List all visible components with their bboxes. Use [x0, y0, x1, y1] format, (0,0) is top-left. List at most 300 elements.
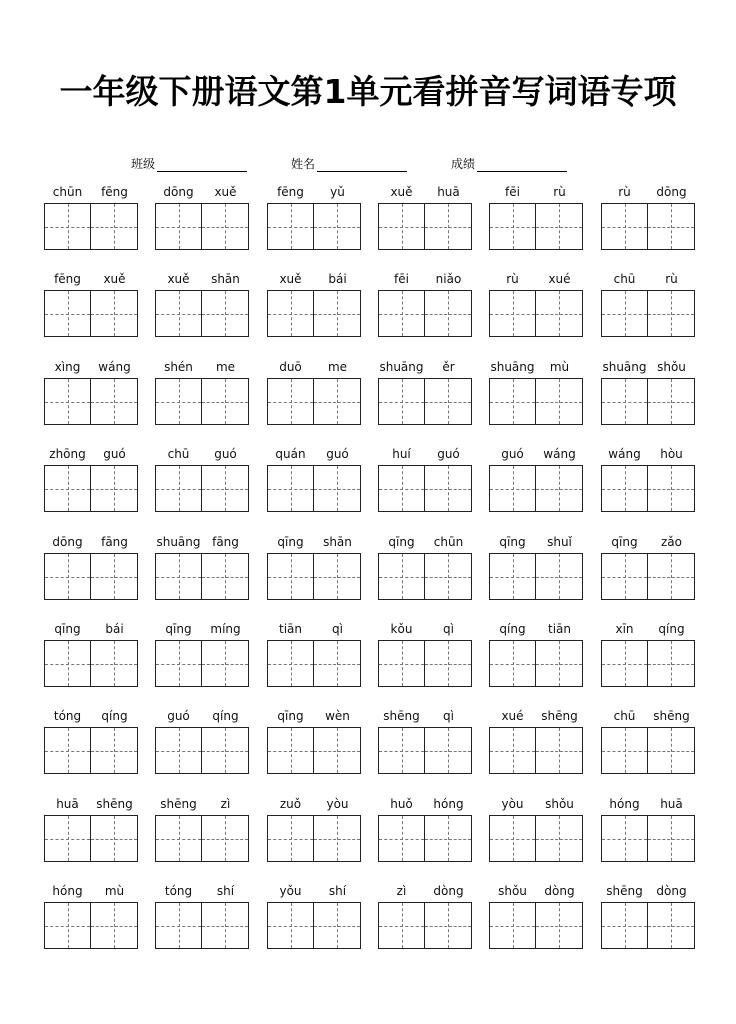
pinyin-syllable: guó	[167, 709, 190, 723]
pinyin-syllable: xīn	[615, 622, 634, 636]
writing-boxes	[378, 815, 472, 862]
writing-boxes	[378, 378, 472, 425]
writing-boxes	[44, 203, 138, 250]
pinyin-syllable: hóng	[609, 797, 640, 811]
tianzige-box[interactable]	[91, 465, 138, 512]
pinyin-pair	[44, 709, 138, 725]
tianzige-box[interactable]	[378, 727, 425, 774]
tianzige-box[interactable]	[489, 902, 536, 949]
tianzige-box[interactable]	[489, 553, 536, 600]
pinyin-syllable: fēi	[394, 272, 409, 286]
pinyin-pair	[267, 185, 361, 201]
pinyin-syllable: shuāng	[490, 360, 535, 374]
pinyin-syllable: xué	[501, 709, 524, 723]
pinyin-syllable: shén	[164, 360, 193, 374]
writing-boxes	[44, 378, 138, 425]
tianzige-box[interactable]	[648, 465, 695, 512]
writing-boxes	[267, 640, 361, 687]
tianzige-box[interactable]	[267, 290, 314, 337]
tianzige-box[interactable]	[44, 902, 91, 949]
tianzige-box[interactable]	[314, 378, 361, 425]
pinyin-syllable: qì	[443, 622, 454, 636]
pinyin-syllable: xuě	[390, 185, 413, 199]
tianzige-box[interactable]	[44, 815, 91, 862]
score-field[interactable]	[451, 155, 567, 172]
tianzige-box[interactable]	[378, 815, 425, 862]
pinyin-syllable: shān	[323, 535, 352, 549]
pinyin-syllable: dòng	[544, 884, 575, 898]
pinyin-pair	[601, 447, 695, 463]
pinyin-pair	[44, 797, 138, 813]
tianzige-box[interactable]	[314, 203, 361, 250]
pinyin-pair	[489, 797, 583, 813]
tianzige-box[interactable]	[378, 378, 425, 425]
tianzige-box[interactable]	[536, 815, 583, 862]
pinyin-syllable: huǒ	[390, 797, 413, 811]
writing-boxes	[155, 640, 249, 687]
writing-boxes	[44, 640, 138, 687]
tianzige-box[interactable]	[267, 378, 314, 425]
pinyin-syllable: rù	[665, 272, 678, 286]
tianzige-box[interactable]	[425, 902, 472, 949]
tianzige-box[interactable]	[601, 640, 648, 687]
tianzige-box[interactable]	[202, 290, 249, 337]
pinyin-syllable: chūn	[433, 535, 464, 549]
pinyin-syllable: ěr	[442, 360, 455, 374]
writing-boxes	[489, 203, 583, 250]
pinyin-syllable: guó	[103, 447, 126, 461]
pinyin-pair	[601, 622, 695, 638]
pinyin-syllable: míng	[210, 622, 241, 636]
pinyin-syllable: qíng	[101, 709, 128, 723]
pinyin-syllable: huā	[437, 185, 460, 199]
tianzige-box[interactable]	[202, 465, 249, 512]
tianzige-box[interactable]	[267, 815, 314, 862]
pinyin-pair	[601, 272, 695, 288]
writing-boxes	[44, 902, 138, 949]
pinyin-pair	[44, 360, 138, 376]
pinyin-syllable: fāng	[101, 535, 128, 549]
pinyin-syllable: hóng	[433, 797, 464, 811]
tianzige-box[interactable]	[314, 553, 361, 600]
pinyin-syllable: shí	[216, 884, 235, 898]
tianzige-box[interactable]	[648, 640, 695, 687]
tianzige-box[interactable]	[91, 378, 138, 425]
writing-boxes	[601, 902, 695, 949]
tianzige-box[interactable]	[44, 378, 91, 425]
tianzige-box[interactable]	[91, 640, 138, 687]
tianzige-box[interactable]	[378, 553, 425, 600]
score-label: 成绩	[451, 157, 476, 171]
writing-boxes	[44, 727, 138, 774]
tianzige-box[interactable]	[648, 378, 695, 425]
writing-boxes	[601, 640, 695, 687]
tianzige-box[interactable]	[648, 902, 695, 949]
tianzige-box[interactable]	[536, 553, 583, 600]
tianzige-box[interactable]	[155, 640, 202, 687]
writing-boxes	[489, 727, 583, 774]
tianzige-box[interactable]	[536, 203, 583, 250]
tianzige-box[interactable]	[155, 378, 202, 425]
writing-boxes	[489, 290, 583, 337]
pinyin-syllable: fēng	[101, 185, 128, 199]
writing-boxes	[601, 378, 695, 425]
tianzige-box[interactable]	[44, 640, 91, 687]
pinyin-pair	[267, 797, 361, 813]
pinyin-syllable: huā	[56, 797, 79, 811]
tianzige-box[interactable]	[536, 290, 583, 337]
pinyin-syllable: qīng	[165, 622, 192, 636]
pinyin-pair	[44, 535, 138, 551]
tianzige-box[interactable]	[378, 465, 425, 512]
pinyin-pair	[489, 535, 583, 551]
writing-boxes	[489, 640, 583, 687]
tianzige-box[interactable]	[425, 290, 472, 337]
writing-boxes	[489, 815, 583, 862]
pinyin-syllable: hóng	[52, 884, 83, 898]
pinyin-syllable: guó	[326, 447, 349, 461]
tianzige-box[interactable]	[648, 203, 695, 250]
writing-boxes	[267, 727, 361, 774]
pinyin-syllable: chū	[613, 272, 636, 286]
tianzige-box[interactable]	[202, 902, 249, 949]
tianzige-box[interactable]	[267, 902, 314, 949]
pinyin-pair	[601, 535, 695, 551]
tianzige-box[interactable]	[601, 203, 648, 250]
tianzige-box[interactable]	[202, 640, 249, 687]
name-label: 姓名	[291, 157, 316, 171]
pinyin-syllable: hòu	[660, 447, 683, 461]
tianzige-box[interactable]	[44, 727, 91, 774]
pinyin-pair	[489, 272, 583, 288]
writing-boxes	[267, 203, 361, 250]
pinyin-syllable: dōng	[656, 185, 687, 199]
class-field[interactable]	[131, 155, 247, 172]
pinyin-syllable: chūn	[52, 185, 83, 199]
tianzige-box[interactable]	[267, 727, 314, 774]
pinyin-syllable: xìng	[54, 360, 81, 374]
tianzige-box[interactable]	[378, 203, 425, 250]
tianzige-box[interactable]	[91, 290, 138, 337]
tianzige-box[interactable]	[155, 290, 202, 337]
pinyin-syllable: xuě	[103, 272, 126, 286]
writing-boxes	[155, 553, 249, 600]
pinyin-syllable: zì	[396, 884, 407, 898]
tianzige-box[interactable]	[489, 640, 536, 687]
tianzige-box[interactable]	[601, 378, 648, 425]
pinyin-pair	[378, 360, 472, 376]
tianzige-box[interactable]	[314, 640, 361, 687]
tianzige-box[interactable]	[267, 640, 314, 687]
pinyin-syllable: quán	[275, 447, 306, 461]
tianzige-box[interactable]	[425, 553, 472, 600]
pinyin-pair	[267, 622, 361, 638]
tianzige-box[interactable]	[202, 553, 249, 600]
tianzige-box[interactable]	[91, 815, 138, 862]
tianzige-box[interactable]	[267, 203, 314, 250]
pinyin-pair	[378, 447, 472, 463]
pinyin-syllable: xuě	[214, 185, 237, 199]
pinyin-syllable: qīng	[277, 535, 304, 549]
pinyin-syllable: fēng	[54, 272, 81, 286]
tianzige-box[interactable]	[155, 553, 202, 600]
tianzige-box[interactable]	[489, 815, 536, 862]
writing-boxes	[489, 378, 583, 425]
writing-boxes	[267, 465, 361, 512]
tianzige-box[interactable]	[536, 902, 583, 949]
tianzige-box[interactable]	[314, 290, 361, 337]
tianzige-box[interactable]	[155, 902, 202, 949]
pinyin-syllable: wèn	[325, 709, 350, 723]
pinyin-pair	[155, 709, 249, 725]
tianzige-box[interactable]	[648, 815, 695, 862]
tianzige-box[interactable]	[425, 465, 472, 512]
pinyin-syllable: qíng	[499, 622, 526, 636]
tianzige-box[interactable]	[378, 902, 425, 949]
writing-boxes	[601, 553, 695, 600]
pinyin-syllable: qīng	[388, 535, 415, 549]
tianzige-box[interactable]	[425, 203, 472, 250]
writing-boxes	[155, 378, 249, 425]
tianzige-box[interactable]	[91, 727, 138, 774]
pinyin-syllable: zuǒ	[279, 797, 302, 811]
pinyin-pair	[44, 272, 138, 288]
writing-boxes	[378, 553, 472, 600]
pinyin-syllable: tiān	[279, 622, 302, 636]
tianzige-box[interactable]	[648, 553, 695, 600]
pinyin-syllable: rù	[618, 185, 631, 199]
writing-boxes	[267, 553, 361, 600]
pinyin-syllable: xuě	[279, 272, 302, 286]
pinyin-syllable: shēng	[383, 709, 420, 723]
pinyin-syllable: shǒu	[657, 360, 686, 374]
tianzige-box[interactable]	[648, 727, 695, 774]
writing-boxes	[378, 640, 472, 687]
class-blank[interactable]	[157, 159, 247, 172]
writing-boxes	[601, 815, 695, 862]
tianzige-box[interactable]	[44, 290, 91, 337]
tianzige-box[interactable]	[155, 815, 202, 862]
pinyin-syllable: shuāng	[379, 360, 424, 374]
tianzige-box[interactable]	[202, 815, 249, 862]
pinyin-syllable: shēng	[541, 709, 578, 723]
class-label: 班级	[131, 157, 156, 171]
writing-boxes	[44, 553, 138, 600]
tianzige-box[interactable]	[601, 553, 648, 600]
page-title: 一年级下册语文第1单元看拼音写词语专项	[59, 72, 677, 111]
pinyin-syllable: shǒu	[498, 884, 527, 898]
pinyin-syllable: qīng	[277, 709, 304, 723]
tianzige-box[interactable]	[536, 727, 583, 774]
name-field[interactable]	[291, 155, 407, 172]
writing-boxes	[378, 902, 472, 949]
pinyin-syllable: shēng	[160, 797, 197, 811]
pinyin-syllable: dòng	[433, 884, 464, 898]
writing-boxes	[155, 203, 249, 250]
tianzige-box[interactable]	[378, 640, 425, 687]
tianzige-box[interactable]	[314, 902, 361, 949]
pinyin-pair	[601, 884, 695, 900]
pinyin-syllable: wáng	[608, 447, 641, 461]
writing-boxes	[489, 465, 583, 512]
pinyin-syllable: wáng	[543, 447, 576, 461]
pinyin-syllable: shí	[328, 884, 347, 898]
pinyin-pair	[155, 535, 249, 551]
pinyin-syllable: bái	[105, 622, 124, 636]
writing-boxes	[489, 553, 583, 600]
pinyin-pair	[489, 447, 583, 463]
student-info-row	[0, 155, 736, 175]
pinyin-pair	[267, 447, 361, 463]
tianzige-box[interactable]	[91, 902, 138, 949]
pinyin-syllable: shān	[211, 272, 240, 286]
tianzige-box[interactable]	[425, 378, 472, 425]
pinyin-syllable: xuě	[167, 272, 190, 286]
pinyin-pair	[601, 797, 695, 813]
pinyin-pair	[267, 535, 361, 551]
tianzige-box[interactable]	[425, 815, 472, 862]
pinyin-syllable: shuāng	[156, 535, 201, 549]
pinyin-pair	[155, 360, 249, 376]
pinyin-syllable: qì	[332, 622, 343, 636]
tianzige-box[interactable]	[155, 203, 202, 250]
tianzige-box[interactable]	[44, 203, 91, 250]
tianzige-box[interactable]	[601, 815, 648, 862]
tianzige-box[interactable]	[91, 553, 138, 600]
pinyin-syllable: yòu	[501, 797, 524, 811]
tianzige-box[interactable]	[314, 465, 361, 512]
pinyin-syllable: tóng	[53, 709, 82, 723]
tianzige-box[interactable]	[44, 553, 91, 600]
pinyin-syllable: rù	[506, 272, 519, 286]
pinyin-pair	[267, 884, 361, 900]
pinyin-syllable: fāng	[212, 535, 239, 549]
tianzige-box[interactable]	[425, 727, 472, 774]
tianzige-box[interactable]	[601, 727, 648, 774]
pinyin-syllable: wáng	[98, 360, 131, 374]
writing-boxes	[44, 815, 138, 862]
pinyin-pair	[489, 360, 583, 376]
writing-boxes	[267, 290, 361, 337]
pinyin-syllable: me	[215, 360, 236, 374]
pinyin-pair	[155, 272, 249, 288]
pinyin-syllable: yǒu	[279, 884, 302, 898]
pinyin-pair	[378, 797, 472, 813]
pinyin-syllable: qíng	[658, 622, 685, 636]
pinyin-syllable: huā	[660, 797, 683, 811]
pinyin-pair	[155, 797, 249, 813]
tianzige-box[interactable]	[202, 727, 249, 774]
tianzige-box[interactable]	[202, 378, 249, 425]
pinyin-pair	[155, 884, 249, 900]
pinyin-pair	[44, 884, 138, 900]
tianzige-box[interactable]	[155, 727, 202, 774]
pinyin-syllable: dōng	[163, 185, 194, 199]
tianzige-box[interactable]	[425, 640, 472, 687]
tianzige-box[interactable]	[267, 553, 314, 600]
tianzige-box[interactable]	[314, 815, 361, 862]
pinyin-syllable: chū	[613, 709, 636, 723]
score-blank[interactable]	[477, 159, 567, 172]
pinyin-syllable: kǒu	[390, 622, 413, 636]
tianzige-box[interactable]	[155, 465, 202, 512]
pinyin-syllable: mù	[549, 360, 570, 374]
pinyin-syllable: chū	[167, 447, 190, 461]
pinyin-syllable: guó	[214, 447, 237, 461]
tianzige-box[interactable]	[267, 465, 314, 512]
tianzige-box[interactable]	[601, 290, 648, 337]
tianzige-box[interactable]	[601, 465, 648, 512]
writing-boxes	[155, 727, 249, 774]
pinyin-pair	[378, 185, 472, 201]
writing-boxes	[155, 815, 249, 862]
tianzige-box[interactable]	[202, 203, 249, 250]
pinyin-syllable: zhōng	[49, 447, 86, 461]
pinyin-syllable: qì	[443, 709, 454, 723]
tianzige-box[interactable]	[314, 727, 361, 774]
pinyin-pair	[44, 447, 138, 463]
tianzige-box[interactable]	[489, 290, 536, 337]
tianzige-box[interactable]	[489, 465, 536, 512]
pinyin-pair	[267, 360, 361, 376]
pinyin-syllable: dōng	[52, 535, 83, 549]
writing-boxes	[601, 203, 695, 250]
pinyin-syllable: tóng	[164, 884, 193, 898]
writing-boxes	[155, 902, 249, 949]
pinyin-pair	[378, 884, 472, 900]
writing-boxes	[601, 465, 695, 512]
writing-boxes	[601, 727, 695, 774]
pinyin-syllable: huí	[392, 447, 411, 461]
tianzige-box[interactable]	[489, 203, 536, 250]
tianzige-box[interactable]	[489, 378, 536, 425]
writing-boxes	[378, 465, 472, 512]
pinyin-syllable: xué	[548, 272, 571, 286]
name-blank[interactable]	[317, 159, 407, 172]
writing-boxes	[44, 290, 138, 337]
pinyin-syllable: qīng	[54, 622, 81, 636]
tianzige-box[interactable]	[489, 727, 536, 774]
writing-boxes	[267, 902, 361, 949]
pinyin-syllable: shēng	[96, 797, 133, 811]
tianzige-box[interactable]	[91, 203, 138, 250]
pinyin-pair	[489, 185, 583, 201]
writing-boxes	[155, 290, 249, 337]
writing-boxes	[601, 290, 695, 337]
pinyin-pair	[155, 622, 249, 638]
pinyin-pair	[378, 622, 472, 638]
pinyin-syllable: shuǐ	[547, 535, 572, 549]
tianzige-box[interactable]	[536, 640, 583, 687]
pinyin-syllable: shǒu	[545, 797, 574, 811]
writing-boxes	[267, 378, 361, 425]
pinyin-pair	[489, 709, 583, 725]
writing-boxes	[155, 465, 249, 512]
pinyin-syllable: fēi	[505, 185, 520, 199]
pinyin-pair	[44, 622, 138, 638]
pinyin-pair	[601, 360, 695, 376]
tianzige-box[interactable]	[536, 378, 583, 425]
pinyin-pair	[155, 447, 249, 463]
tianzige-box[interactable]	[601, 902, 648, 949]
tianzige-box[interactable]	[378, 290, 425, 337]
tianzige-box[interactable]	[44, 465, 91, 512]
writing-boxes	[267, 815, 361, 862]
tianzige-box[interactable]	[536, 465, 583, 512]
pinyin-pair	[155, 185, 249, 201]
pinyin-syllable: shēng	[606, 884, 643, 898]
tianzige-box[interactable]	[648, 290, 695, 337]
